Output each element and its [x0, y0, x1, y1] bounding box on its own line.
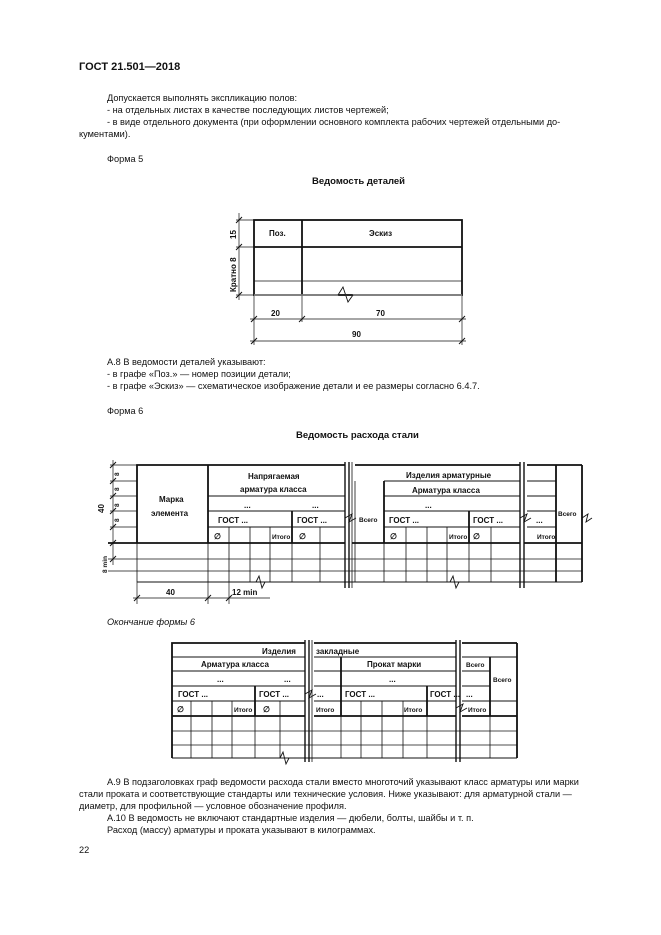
dim-70: 70	[376, 309, 385, 318]
vsego-label: Всего	[466, 662, 485, 669]
a9-line: стали проката и соответствующие стандарты или технические условия. Ниже указывают: для арматурной стали —	[79, 789, 572, 799]
intro-line: - в виде отдельного документа (при оформлении основного комплекта рабочих чертежей отдельными до-	[107, 117, 561, 127]
diameter-symbol: ∅	[299, 532, 306, 541]
itogo-label: Итого	[234, 707, 253, 714]
a9-line: диаметр, для профильной — условное обозначение профиля.	[79, 801, 347, 811]
col-marka: Марка	[159, 495, 184, 504]
itogo-label: Итого	[449, 534, 468, 541]
intro-line: Допускается выполнять экспликацию полов:	[107, 93, 298, 103]
itogo-label: Итого	[468, 707, 487, 714]
itogo-label: Итого	[537, 534, 556, 541]
dots: ...	[389, 675, 396, 684]
a10-line: Расход (массу) арматуры и проката указывают в килограммах.	[107, 825, 376, 835]
dim-20: 20	[271, 309, 280, 318]
form5-label: Форма 5	[107, 154, 144, 164]
dim-15: 15	[229, 230, 238, 239]
dim-multiple-8: Кратно 8	[229, 257, 238, 292]
gost-label: ГОСТ ...	[218, 516, 249, 525]
a8-line: А.8 В ведомости деталей указывают:	[107, 357, 266, 367]
page-header: ГОСТ 21.501—2018	[79, 61, 181, 73]
dim-40-vertical: 40	[97, 504, 106, 513]
dots: ...	[425, 501, 432, 510]
a10-line: А.10 В ведомость не включают стандартные изделия — дюбели, болты, шайбы и т. п.	[107, 813, 474, 823]
vsego-label: Всего	[359, 517, 378, 524]
intro-line: - на отдельных листах в качестве последующих листов чертежей;	[107, 105, 389, 115]
page-number: 22	[79, 845, 90, 855]
col-rebar-class: арматура класса	[240, 485, 307, 494]
diameter-symbol: ∅	[263, 705, 270, 714]
dim-8: 8	[114, 503, 121, 507]
dim-8: 8	[114, 487, 121, 491]
gost-label: ГОСТ ...	[345, 690, 376, 699]
dim-8: 8	[114, 472, 121, 476]
dim-90: 90	[352, 330, 361, 339]
dots: ...	[536, 516, 543, 525]
gost-label: ГОСТ ...	[178, 690, 209, 699]
form6-end-label: Окончание формы 6	[107, 617, 195, 627]
dots: ...	[312, 501, 319, 510]
vsego-label: Всего	[558, 511, 577, 518]
form6-title: Ведомость расхода стали	[296, 430, 419, 441]
dim-8-min: 8 min	[102, 556, 109, 573]
col-pos-header: Поз.	[269, 229, 286, 238]
dots: ...	[217, 675, 224, 684]
a9-line: А.9 В подзаголовках граф ведомости расхода стали вместо многоточий указывают класс арматуры или марки	[107, 777, 579, 787]
dots: ...	[244, 501, 251, 510]
diameter-symbol: ∅	[177, 705, 184, 714]
gost-label: ГОСТ ...	[259, 690, 290, 699]
col-sketch-header: Эскиз	[369, 229, 393, 238]
gost-label: ГОСТ ...	[473, 516, 504, 525]
col-embedded: закладные	[316, 647, 360, 656]
dim-40-horizontal: 40	[166, 588, 175, 597]
diameter-symbol: ∅	[214, 532, 221, 541]
gost-label: ГОСТ ...	[430, 690, 461, 699]
form5-title: Ведомость деталей	[312, 176, 406, 187]
form6-label: Форма 6	[107, 406, 144, 416]
intro-line: кументами).	[79, 129, 131, 139]
gost-label: ГОСТ ...	[389, 516, 420, 525]
dim-12-min: 12 min	[232, 588, 258, 597]
itogo-label: Итого	[272, 534, 291, 541]
col-element: элемента	[151, 509, 189, 518]
col-rebar-class: Арматура класса	[201, 660, 269, 669]
a8-line: - в графе «Поз.» — номер позиции детали;	[107, 369, 291, 379]
dots: ...	[284, 675, 291, 684]
itogo-label: Итого	[404, 707, 423, 714]
col-prestressed: Напрягаемая	[248, 472, 300, 481]
col-products: Изделия	[262, 647, 296, 656]
col-rebar-products: Изделия арматурные	[406, 471, 492, 480]
col-rebar-class: Арматура класса	[412, 486, 480, 495]
vsego-label: Всего	[493, 677, 512, 684]
dots: ...	[466, 690, 473, 699]
dim-8: 8	[114, 518, 121, 522]
diameter-symbol: ∅	[473, 532, 480, 541]
itogo-label: Итого	[316, 707, 335, 714]
diameter-symbol: ∅	[390, 532, 397, 541]
dots: ...	[317, 690, 324, 699]
a8-line: - в графе «Эскиз» — схематическое изображение детали и ее размеры согласно 6.4.7.	[107, 381, 480, 391]
gost-label: ГОСТ ...	[297, 516, 328, 525]
col-rolled-steel: Прокат марки	[367, 660, 422, 669]
